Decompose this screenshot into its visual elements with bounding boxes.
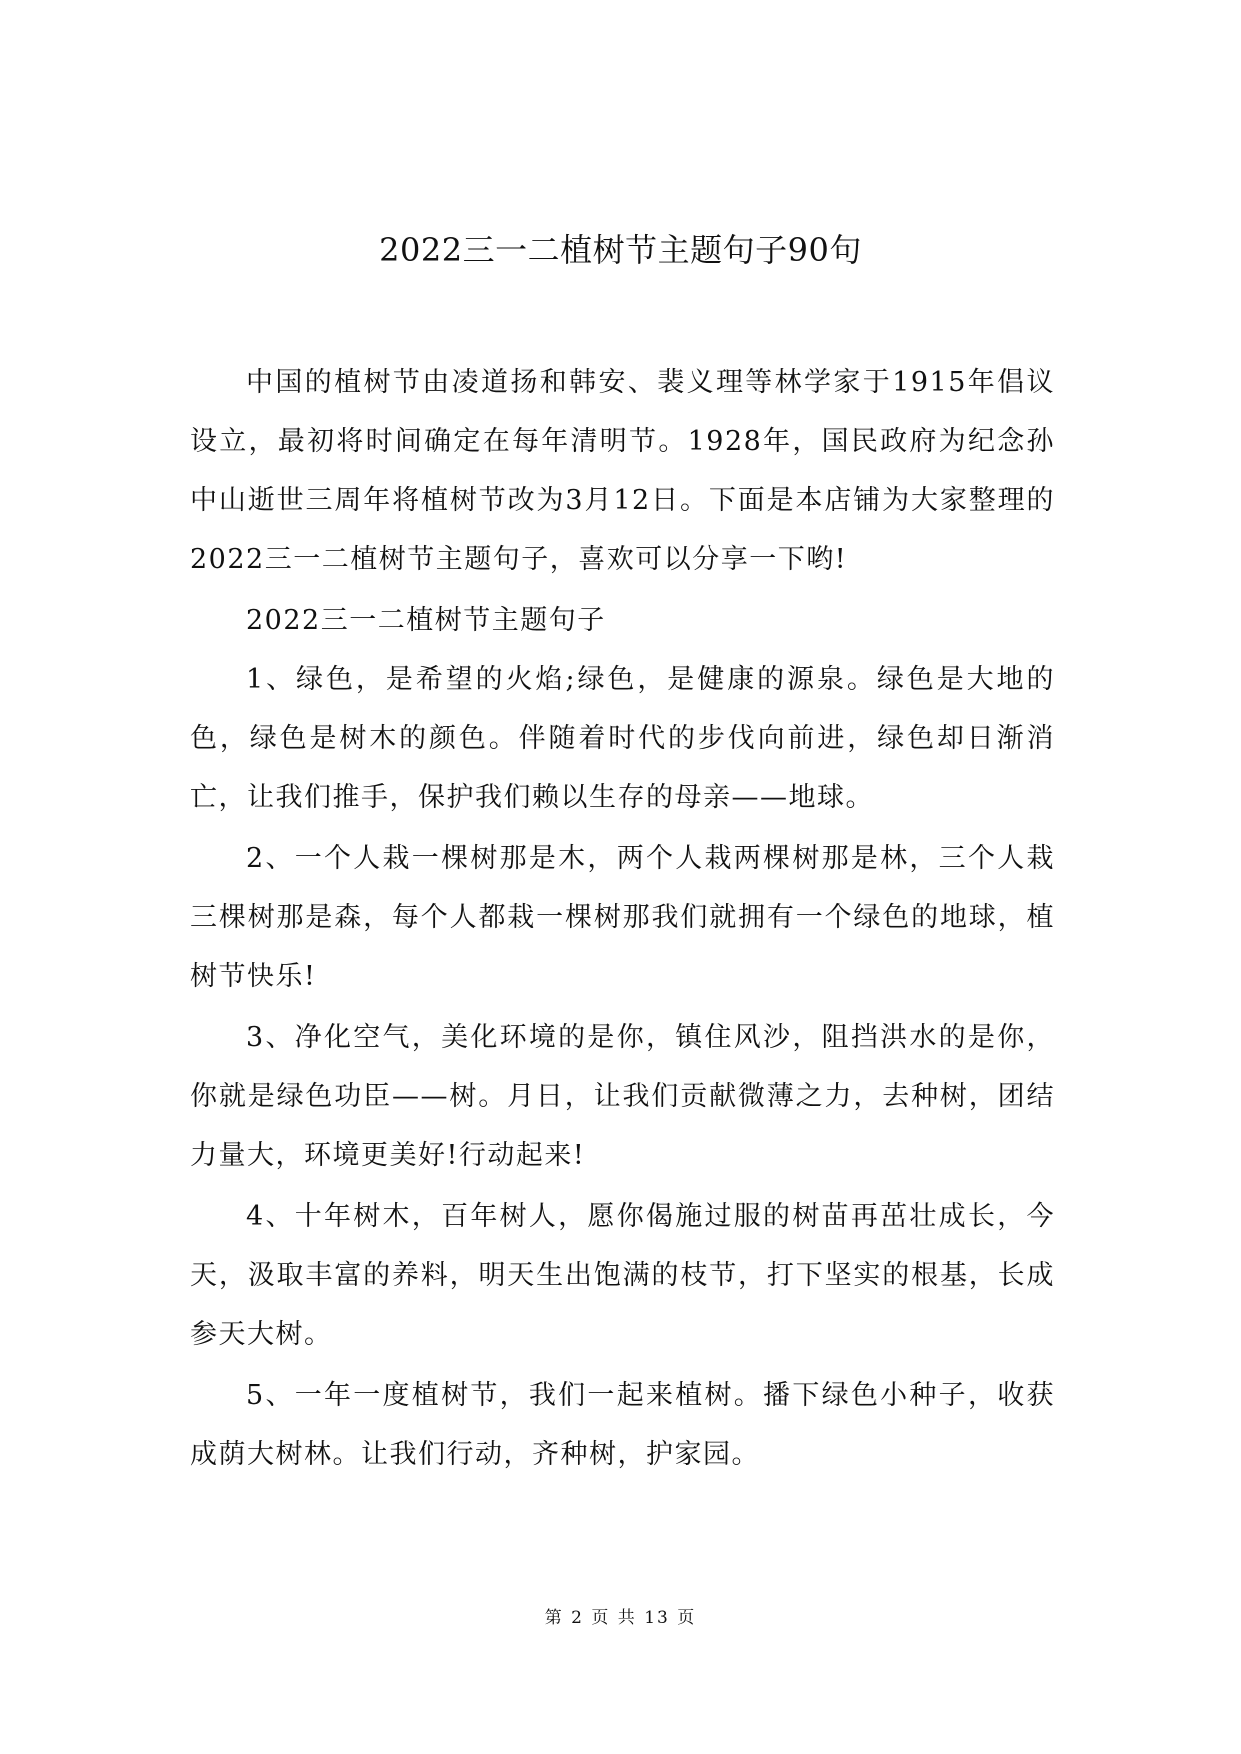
page-footer: 第 2 页 共 13 页 xyxy=(544,1608,697,1628)
list-item: 1、绿色，是希望的火焰;绿色，是健康的源泉。绿色是大地的色，绿色是树木的颜色。伴随着时代的步伐向前进，绿色却日渐消亡，让我们推手，保护我们赖以生存的母亲——地球。 xyxy=(190,664,1055,813)
document-body xyxy=(190,353,1055,1486)
list-item: 5、一年一度植树节，我们一起来植树。播下绿色小种子，收获成荫大树林。让我们行动，齐种树，护家园。 xyxy=(190,1380,1055,1470)
intro-paragraph: 中国的植树节由凌道扬和韩安、裴义理等林学家于1915年倡议设立，最初将时间确定在每年清明节。1928年，国民政府为纪念孙中山逝世三周年将植树节改为3月12日。下面是本店铺为大家整理的2022三一二植树节主题句子，喜欢可以分享一下哟! xyxy=(190,367,1055,575)
list-item: 4、十年树木，百年树人，愿你偈施过服的树苗再茁壮成长，今天，汲取丰富的养料，明天生出饱满的枝节，打下坚实的根基，长成参天大树。 xyxy=(190,1201,1055,1350)
section-subheading: 2022三一二植树节主题句子 xyxy=(246,605,606,636)
list-item: 3、净化空气，美化环境的是你，镇住风沙，阻挡洪水的是你，你就是绿色功臣——树。月日，让我们贡献微薄之力，去种树，团结力量大，环境更美好!行动起来! xyxy=(190,1022,1055,1171)
list-item: 2、一个人栽一棵树那是木，两个人栽两棵树那是林，三个人栽三棵树那是森，每个人都栽一棵树那我们就拥有一个绿色的地球，植树节快乐! xyxy=(190,843,1055,992)
document-title: 2022三一二植树节主题句子90句 xyxy=(379,231,862,269)
